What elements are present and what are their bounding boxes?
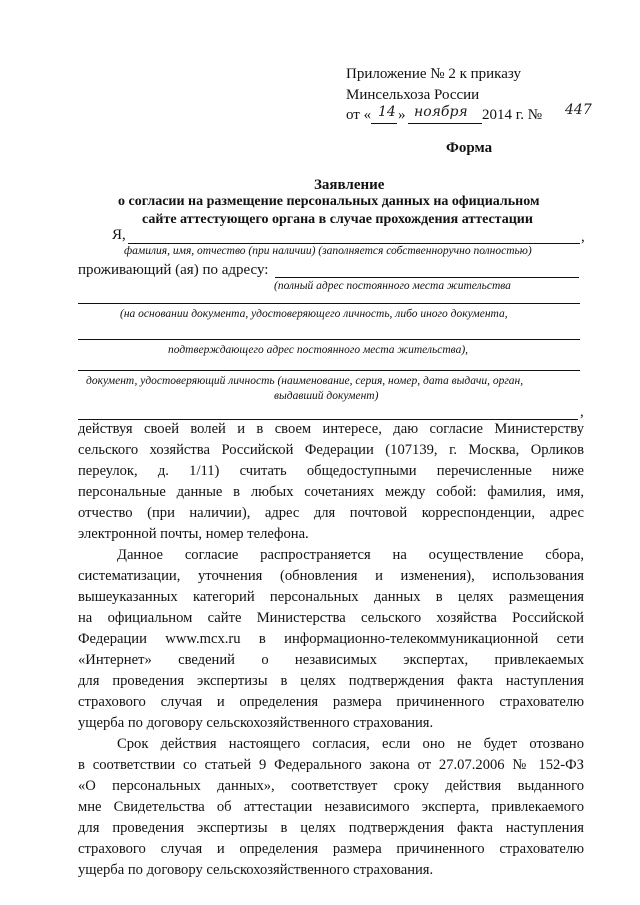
- hint-doc-3: документ, удостоверяющий личность (наименование, серия, номер, дата выдачи, орган,: [86, 375, 524, 387]
- fio-comma: ,: [581, 229, 585, 245]
- body-line: вышеуказанных категорий персональных данных в целях размещения: [78, 589, 584, 605]
- month-underline: [408, 123, 482, 124]
- approval-line-2: Минсельхоза России: [346, 87, 480, 103]
- body-line: действуя своей волей и в своем интересе, даю согласие Министерству: [78, 421, 584, 437]
- body-line: в соответствии со статьей 9 Федерального закона от 27.07.2006 № 152-ФЗ: [78, 757, 584, 773]
- body-line: «Интернет» сведений о независимых экспертах, привлекаемых: [78, 652, 584, 668]
- approval-line-1: Приложение № 2 к приказу: [346, 66, 521, 82]
- doc-line-2: [78, 370, 580, 371]
- doc-comma: ,: [580, 404, 584, 420]
- hint-doc-2: подтверждающего адрес постоянного места жительства),: [168, 344, 469, 356]
- ya-label: Я,: [112, 227, 126, 243]
- approval-year-number: 2014 г. №: [482, 107, 543, 123]
- day-underline: [371, 123, 397, 124]
- body-line: ущерба по договору сельскохозяйственного страхования.: [78, 715, 434, 731]
- form-label: Форма: [446, 140, 493, 156]
- body-line: ущерба по договору сельскохозяйственного страхования.: [78, 862, 434, 878]
- body-line: переулок, д. 1/11) считать общедоступными перечисленные ниже: [78, 463, 584, 479]
- body-line: для проведения экспертизы в целях подтверждения факта наступления: [78, 820, 584, 836]
- address-line-2: [78, 303, 580, 304]
- handwritten-order-number: 447: [565, 102, 592, 118]
- address-line: [275, 277, 579, 278]
- approval-from-prefix: от «: [346, 107, 372, 123]
- doc-line-1: [78, 339, 580, 340]
- body-line: «О персональных данных», соответствует сроку действия выданного: [78, 778, 584, 794]
- hint-doc-1: (на основании документа, удостоверяющего личность, либо иного документа,: [120, 308, 508, 320]
- statement-subtitle-line-1: о согласии на размещение персональных данных на официальном: [118, 194, 540, 209]
- approval-quote-close: »: [398, 107, 406, 123]
- hint-doc-4: выдавший документ): [274, 390, 379, 402]
- body-line: сельского хозяйства Российской Федерации (107139, г. Москва, Орликов: [78, 442, 584, 458]
- body-line: систематизации, уточнения (обновления и изменения), использования: [78, 568, 584, 584]
- statement-title: Заявление: [314, 177, 385, 193]
- body-line: электронной почты, номер телефона.: [78, 526, 309, 542]
- statement-subtitle-line-2: сайте аттестующего органа в случае прохождения аттестации: [142, 212, 533, 227]
- fio-line: [128, 243, 580, 244]
- body-line: мне Свидетельства об аттестации независимого эксперта, привлекаемого: [78, 799, 584, 815]
- body-line: страхового случая и определения размера причиненного страхователю: [78, 841, 584, 857]
- hint-fio: фамилия, имя, отчество (при наличии) (заполняется собственноручно полностью): [124, 245, 532, 257]
- body-line: персональные данные в любых сочетаниях между собой: фамилия, имя,: [78, 484, 584, 500]
- body-line: для проведения экспертизы в целях подтверждения факта наступления: [78, 673, 584, 689]
- handwritten-month: ноября: [414, 104, 468, 120]
- hint-address: (полный адрес постоянного места жительства: [274, 280, 511, 292]
- body-line: на официальном сайте Министерства сельского хозяйства Российской: [78, 610, 584, 626]
- body-line: страхового случая и определения размера причиненного страхователю: [78, 694, 584, 710]
- body-line: отчество (при наличии), адрес для почтовой корреспонденции, адрес: [78, 505, 584, 521]
- handwritten-day: 14: [378, 104, 396, 120]
- body-line: Федерации www.mcx.ru в информационно-телекоммуникационной сети: [78, 631, 584, 647]
- body-line: Срок действия настоящего согласия, если оно не будет отозвано: [117, 736, 584, 752]
- address-label: проживающий (ая) по адресу:: [78, 262, 269, 278]
- body-line: Данное согласие распространяется на осуществление сбора,: [117, 547, 584, 563]
